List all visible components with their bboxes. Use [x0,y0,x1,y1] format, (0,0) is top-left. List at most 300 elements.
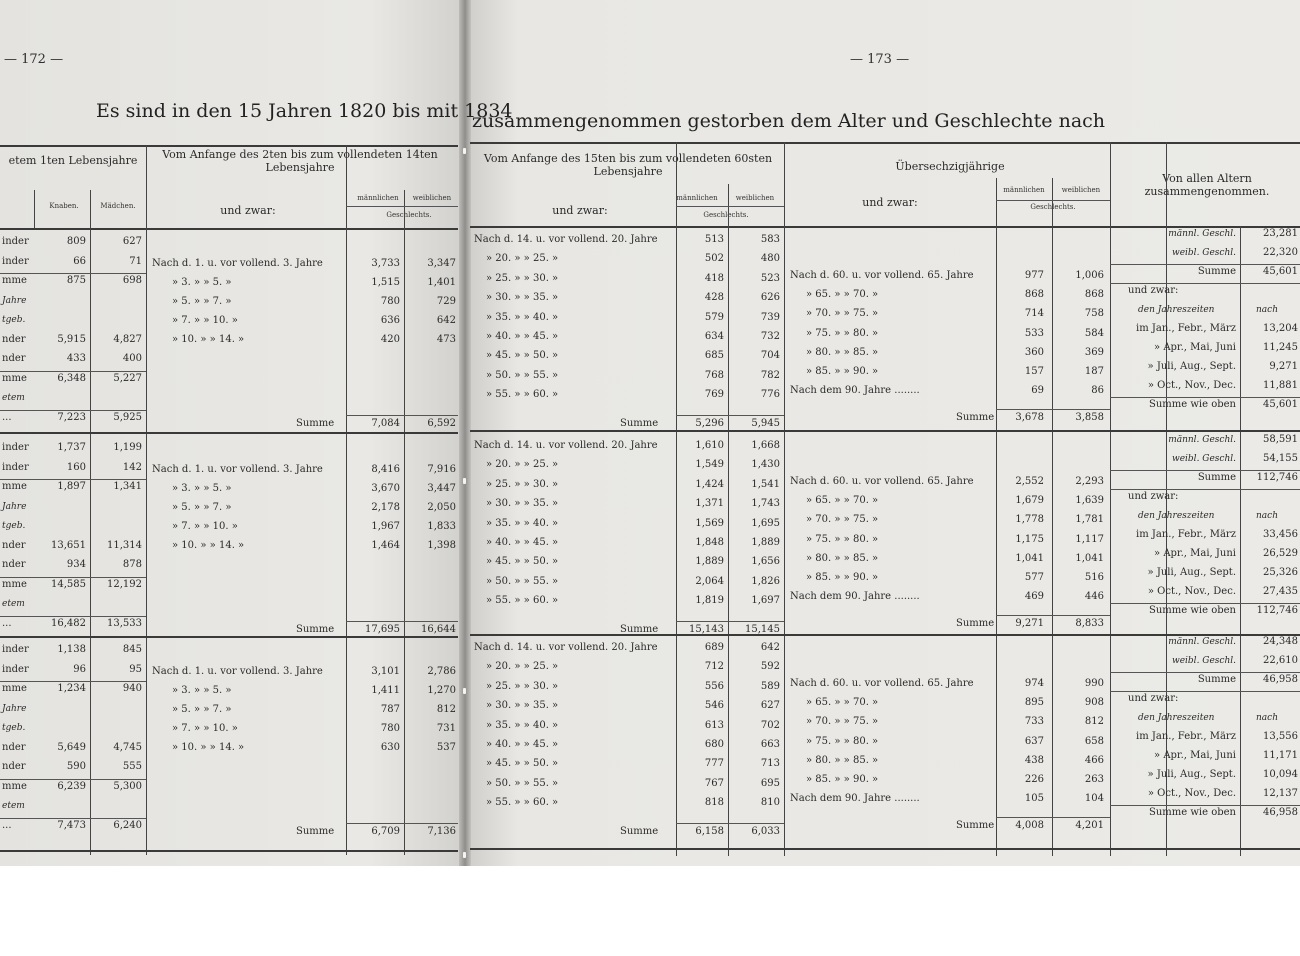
over-sixty-label: Nach d. 60. u. vor vollend. 65. Jahre [790,476,974,487]
all-ages-value: 11,245 [1263,342,1298,353]
first-year-knaben: 1,234 [57,683,86,694]
age-2-14-female: 731 [436,723,456,734]
age-15-60-label: » 45. » » 50. » [486,556,559,568]
first-year-label: inder [2,461,29,473]
over-sixty-female: 369 [1084,346,1104,358]
sum-rule [996,409,1110,410]
all-ages-label: Summe [1197,674,1236,685]
all-ages-value: 33,456 [1263,529,1298,540]
all-ages-value: 11,881 [1263,380,1298,391]
first-year-maedchen: 5,300 [113,780,142,792]
age-15-60-label: » 40. » » 45. » [486,739,559,750]
over-sixty-female: 868 [1084,289,1104,301]
age-2-14-male: 787 [380,704,400,715]
age-15-60-female: 732 [760,331,780,342]
row-rule [0,779,146,780]
over-sixty-label: » 65. » » 70. » [806,495,879,507]
all-ages-value: 58,591 [1263,434,1298,445]
over-sixty-label: » 85. » » 90. » [806,572,879,583]
age-2-14-male: 3,733 [371,258,400,269]
over-sixty-female: 1,781 [1075,514,1104,526]
over-sixty-label: » 85. » » 90. » [806,774,879,785]
age-2-14-female: 1,833 [427,521,456,532]
over-sixty-female: 2,293 [1075,476,1104,487]
age-15-60-label: » 20. » » 25. » [486,661,559,673]
age-15-60-label: Nach d. 14. u. vor vollend. 20. Jahre [474,234,658,245]
age-15-60-label: » 30. » » 35. » [486,292,559,304]
header-top-rule [0,145,458,147]
age-15-60-male: 579 [704,311,724,323]
age-2-14-label: Nach d. 1. u. vor vollend. 3. Jahre [152,666,323,677]
first-year-label: mme [2,578,27,590]
sum-rule [676,823,784,824]
all-ages-nach: nach [1256,713,1278,723]
over-sixty-male: 577 [1024,572,1044,583]
over-sixty-male: 533 [1024,327,1044,339]
age-15-60-female: 626 [760,292,780,304]
over-sixty-male: 438 [1024,754,1044,766]
first-year-label: Jahre [2,703,27,714]
age-15-60-female: 1,826 [751,575,780,587]
first-year-label: nder [2,559,26,570]
first-year-maedchen: 11,314 [107,539,142,551]
first-year-label: nder [2,741,26,753]
over-sixty-female: 584 [1084,327,1104,339]
header-und-zwar-4: und zwar: [862,196,918,209]
over-sixty-female: 1,117 [1075,533,1104,545]
over-sixty-sum-male: 4,008 [1015,820,1044,831]
all-ages-label: im Jan., Febr., März [1136,529,1236,540]
age-15-60-female: 480 [760,253,780,265]
all-ages-jahreszeiten: den Jahreszeiten [1138,713,1215,723]
all-ages-jahreszeiten: den Jahreszeiten [1138,305,1215,315]
age-2-14-male: 2,178 [371,502,400,513]
over-sixty-male: 469 [1024,591,1044,603]
age-2-14-label: Nach d. 1. u. vor vollend. 3. Jahre [152,464,323,475]
over-sixty-label: Nach dem 90. Jahre ........ [790,793,920,805]
over-sixty-label: Nach d. 60. u. vor vollend. 65. Jahre [790,270,974,281]
row-rule [1110,264,1300,265]
age-2-14-male: 8,416 [371,464,400,475]
first-year-label: etem [2,393,25,403]
first-year-maedchen: 940 [122,683,142,694]
age-15-60-female: 782 [760,369,780,381]
age-15-60-summe: Summe [620,418,659,429]
over-sixty-label: » 70. » » 75. » [806,308,879,320]
age-15-60-female: 1,541 [751,478,780,490]
first-year-knaben: 7,223 [57,411,86,423]
all-ages-nach: nach [1256,305,1278,315]
age-15-60-label: » 55. » » 60. » [486,595,559,607]
age-2-14-summe: Summe [296,826,335,837]
age-2-14-label: » 7. » » 10. » [172,521,238,532]
age-2-14-male: 780 [380,296,400,307]
age-2-14-sum-female: 6,592 [427,418,456,429]
over-sixty-female: 812 [1084,716,1104,728]
first-year-maedchen: 5,227 [113,372,142,384]
first-year-maedchen: 400 [122,353,142,364]
age-15-60-male: 1,549 [695,459,724,471]
over-sixty-male: 105 [1024,793,1044,805]
age-15-60-female: 1,697 [751,595,780,607]
over-sixty-male: 637 [1024,735,1044,747]
over-sixty-sum-male: 3,678 [1015,412,1044,423]
first-year-knaben: 7,473 [57,819,86,831]
age-15-60-male: 689 [704,642,724,653]
age-15-60-female: 592 [760,661,780,673]
age-2-14-label: » 3. » » 5. » [172,685,232,696]
row-rule [0,371,146,372]
age-15-60-male: 634 [704,331,724,342]
right-page-title: zusammengenommen gestorben dem Alter und Geschlechte nach [472,110,1106,132]
age-2-14-male: 3,101 [371,666,400,677]
column-rule [996,178,997,856]
age-2-14-female: 3,347 [427,258,456,269]
all-ages-nach: nach [1256,511,1278,521]
age-15-60-female: 1,695 [751,517,780,529]
first-year-label: ... [2,617,12,629]
first-year-label: Jahre [2,501,27,512]
all-ages-label: Summe wie oben [1149,807,1236,818]
row-rule [1110,691,1300,692]
age-2-14-male: 780 [380,723,400,734]
row-rule [1110,489,1300,490]
over-sixty-male: 157 [1024,366,1044,377]
age-15-60-male: 712 [704,661,724,673]
over-sixty-male: 226 [1024,774,1044,785]
all-ages-value: 12,137 [1263,788,1298,799]
row-rule [0,410,146,411]
first-year-knaben: 96 [73,663,86,675]
age-15-60-female: 589 [760,680,780,692]
over-sixty-label: Nach dem 90. Jahre ........ [790,591,920,603]
all-ages-label: » Juli, Aug., Sept. [1147,567,1236,578]
age-15-60-label: » 25. » » 30. » [486,680,559,692]
age-2-14-female: 812 [436,704,456,715]
binding-stitch [463,852,466,858]
first-year-maedchen: 142 [122,461,142,473]
first-year-knaben: 160 [66,461,86,473]
age-15-60-female: 1,430 [751,459,780,471]
age-2-14-label: Nach d. 1. u. vor vollend. 3. Jahre [152,258,323,269]
header-bottom-rule [0,228,458,230]
row-rule [0,577,146,578]
all-ages-label: » Juli, Aug., Sept. [1147,769,1236,780]
first-year-knaben: 1,737 [57,442,86,453]
age-2-14-label: » 7. » » 10. » [172,723,238,734]
age-15-60-male: 546 [704,700,724,712]
over-sixty-summe: Summe [956,618,995,629]
age-2-14-female: 537 [436,742,456,753]
age-15-60-female: 663 [760,739,780,750]
age-15-60-label: » 20. » » 25. » [486,459,559,471]
sum-rule [346,823,458,824]
first-year-maedchen: 71 [129,255,142,267]
row-rule [1110,805,1300,806]
age-15-60-female: 627 [760,700,780,712]
age-2-14-label: » 7. » » 10. » [172,315,238,326]
over-sixty-label: » 85. » » 90. » [806,366,879,377]
all-ages-label: » Oct., Nov., Dec. [1147,586,1236,597]
age-15-60-female: 810 [760,797,780,809]
over-sixty-female: 466 [1084,754,1104,766]
age-15-60-male: 502 [704,253,724,265]
first-year-maedchen: 12,192 [107,578,142,590]
column-rule [728,184,729,856]
all-ages-value: 25,326 [1263,567,1298,578]
header-und-zwar-3: und zwar: [552,204,608,217]
age-2-14-sum-female: 7,136 [427,826,456,837]
all-ages-label: männl. Geschl. [1168,637,1236,647]
sum-rule [996,615,1110,616]
first-year-knaben: 6,348 [57,372,86,384]
over-sixty-male: 1,778 [1015,514,1044,526]
over-sixty-male: 360 [1024,346,1044,358]
first-year-knaben: 5,649 [57,741,86,753]
over-sixty-female: 990 [1084,678,1104,689]
over-sixty-label: Nach dem 90. Jahre ........ [790,385,920,397]
header-top-rule [470,142,1300,144]
all-ages-value: 27,435 [1263,586,1298,597]
column-rule [1240,226,1241,856]
row-rule [0,818,146,819]
age-2-14-sum-male: 7,084 [371,418,400,429]
over-sixty-female: 104 [1084,793,1104,805]
over-sixty-label: » 70. » » 75. » [806,514,879,526]
age-15-60-label: » 30. » » 35. » [486,700,559,712]
left-page-title: Es sind in den 15 Jahren 1820 bis mit 1834 [96,100,513,122]
over-sixty-female: 658 [1084,735,1104,747]
over-sixty-female: 908 [1084,697,1104,709]
column-rule [34,190,35,228]
over-sixty-sum-female: 8,833 [1075,618,1104,629]
column-rule [146,145,147,855]
row-rule [1110,470,1300,471]
first-year-label: nder [2,353,26,364]
first-year-label: tgeb. [2,315,26,325]
age-15-60-sum-female: 6,033 [751,826,780,837]
age-2-14-female: 729 [436,296,456,307]
age-2-14-female: 3,447 [427,483,456,494]
all-ages-value: 24,348 [1263,636,1298,647]
age-15-60-label: » 30. » » 35. » [486,498,559,510]
age-2-14-female: 1,270 [427,685,456,696]
all-ages-value: 112,746 [1256,605,1298,616]
over-sixty-label: » 80. » » 85. » [806,552,879,564]
first-year-knaben: 6,239 [57,780,86,792]
all-ages-label: » Oct., Nov., Dec. [1147,380,1236,391]
age-15-60-label: » 20. » » 25. » [486,253,559,265]
header-weiblichen-3: weiblichen [735,194,775,202]
age-15-60-female: 642 [760,642,780,653]
age-15-60-female: 1,668 [751,440,780,451]
over-sixty-male: 974 [1024,678,1044,689]
age-2-14-female: 1,401 [427,277,456,288]
age-15-60-male: 418 [704,272,724,284]
first-year-maedchen: 95 [129,663,142,675]
all-ages-label: Summe wie oben [1149,399,1236,410]
over-sixty-female: 1,639 [1075,495,1104,507]
age-2-14-sum-female: 16,644 [421,624,456,635]
age-15-60-summe: Summe [620,826,659,837]
over-sixty-label: » 80. » » 85. » [806,346,879,358]
first-year-label: nder [2,539,26,551]
over-sixty-sum-male: 9,271 [1015,618,1044,629]
first-year-maedchen: 555 [122,761,142,772]
column-rule [1052,178,1053,856]
age-2-14-female: 2,786 [427,666,456,677]
header-weiblichen-2: weiblichen [412,194,452,202]
age-15-60-male: 428 [704,292,724,304]
header-first-year: etem 1ten Lebensjahre [8,154,138,167]
header-all-ages: Von allen Altern zusammengenommen. [1144,172,1270,198]
first-year-knaben: 1,897 [57,481,86,492]
age-2-14-summe: Summe [296,624,335,635]
age-15-60-male: 1,371 [695,498,724,510]
column-rule [346,145,347,855]
over-sixty-sum-female: 4,201 [1075,820,1104,831]
all-ages-und-zwar: und zwar: [1128,491,1179,502]
first-year-label: tgeb. [2,723,26,733]
age-15-60-male: 1,610 [695,440,724,451]
first-year-label: mme [2,683,27,694]
age-2-14-male: 1,411 [371,685,400,696]
age-15-60-label: Nach d. 14. u. vor vollend. 20. Jahre [474,440,658,451]
age-2-14-female: 2,050 [427,502,456,513]
header-maennlichen-4: männlichen [1003,186,1045,194]
age-15-60-female: 739 [760,311,780,323]
all-ages-label: » Apr., Mai, Juni [1154,548,1236,559]
over-sixty-male: 977 [1024,270,1044,281]
age-2-14-label: » 5. » » 7. » [172,704,232,715]
age-15-60-female: 1,743 [751,498,780,510]
over-sixty-label: » 65. » » 70. » [806,289,879,301]
all-ages-value: 46,958 [1263,807,1298,818]
age-15-60-label: » 25. » » 30. » [486,478,559,490]
age-15-60-label: » 35. » » 40. » [486,311,559,323]
age-15-60-male: 768 [704,369,724,381]
first-year-label: Jahre [2,295,27,306]
first-year-label: mme [2,275,27,286]
age-2-14-male: 1,515 [371,277,400,288]
first-year-label: inder [2,644,29,655]
age-15-60-female: 1,889 [751,537,780,548]
age-15-60-label: » 40. » » 45. » [486,537,559,548]
age-2-14-male: 1,464 [371,540,400,551]
over-sixty-female: 516 [1084,572,1104,583]
age-15-60-summe: Summe [620,624,659,635]
row-rule [0,479,146,480]
age-15-60-female: 702 [760,719,780,731]
all-ages-value: 112,746 [1256,472,1298,483]
first-year-label: etem [2,801,25,811]
first-year-maedchen: 6,240 [113,819,142,831]
age-15-60-label: » 50. » » 55. » [486,777,559,789]
all-ages-und-zwar: und zwar: [1128,693,1179,704]
row-rule [1110,672,1300,673]
section-bottom-rule [0,636,458,638]
first-year-knaben: 809 [66,236,86,247]
first-year-knaben: 875 [66,275,86,286]
first-year-maedchen: 1,341 [113,481,142,492]
section-bottom-rule [470,848,1300,850]
age-2-14-label: » 10. » » 14. » [172,742,245,753]
over-sixty-female: 446 [1084,591,1104,603]
age-15-60-female: 583 [760,234,780,245]
sum-rule [346,415,458,416]
first-year-knaben: 66 [73,255,86,267]
column-rule [90,190,91,855]
header-over-sixty: Übersechzigjährige [895,160,1005,173]
all-ages-value: 22,320 [1263,247,1298,258]
all-ages-label: Summe [1197,266,1236,277]
header-sub-rule [996,200,1110,201]
over-sixty-summe: Summe [956,820,995,831]
age-2-14-female: 642 [436,315,456,326]
age-15-60-label: » 45. » » 50. » [486,350,559,362]
column-rule [676,142,677,856]
first-year-maedchen: 845 [122,644,142,655]
header-weiblichen-4: weiblichen [1061,186,1101,194]
first-year-label: inder [2,663,29,675]
row-rule [1110,283,1300,284]
age-2-14-label: » 3. » » 5. » [172,277,232,288]
age-15-60-label: » 50. » » 55. » [486,575,559,587]
age-15-60-label: » 45. » » 50. » [486,758,559,770]
all-ages-value: 23,281 [1263,228,1298,239]
age-15-60-male: 767 [704,777,724,789]
book-gutter [459,0,471,866]
over-sixty-female: 1,041 [1075,552,1104,564]
header-sub-rule [346,206,458,207]
row-rule [0,273,146,274]
over-sixty-male: 1,175 [1015,533,1044,545]
first-year-label: mme [2,372,27,384]
over-sixty-label: » 75. » » 80. » [806,735,879,747]
sum-rule [676,415,784,416]
age-15-60-sum-male: 15,143 [689,624,724,635]
age-15-60-male: 513 [704,234,724,245]
section-bottom-rule [0,850,458,852]
age-15-60-male: 1,819 [695,595,724,607]
first-year-knaben: 14,585 [51,578,86,590]
row-rule [0,681,146,682]
over-sixty-label: » 75. » » 80. » [806,533,879,545]
first-year-knaben: 5,915 [57,333,86,345]
binding-stitch [463,148,466,154]
age-2-14-label: » 3. » » 5. » [172,483,232,494]
age-2-14-summe: Summe [296,418,335,429]
first-year-maedchen: 5,925 [113,411,142,423]
image-bottom-margin [0,866,1300,956]
age-15-60-label: » 35. » » 40. » [486,719,559,731]
header-maennlichen-3: männlichen [676,194,718,202]
all-ages-label: Summe wie oben [1149,605,1236,616]
all-ages-value: 45,601 [1263,266,1298,277]
over-sixty-female: 758 [1084,308,1104,320]
first-year-label: mme [2,481,27,492]
age-2-14-female: 473 [436,334,456,345]
row-rule [1110,603,1300,604]
over-sixty-male: 69 [1031,385,1044,397]
sum-rule [996,817,1110,818]
first-year-knaben: 13,651 [51,539,86,551]
first-year-knaben: 16,482 [51,617,86,629]
all-ages-jahreszeiten: den Jahreszeiten [1138,511,1215,521]
header-geschlechts-3: Geschlechts. [703,211,749,219]
first-year-label: inder [2,255,29,267]
age-15-60-label: » 40. » » 45. » [486,331,559,342]
